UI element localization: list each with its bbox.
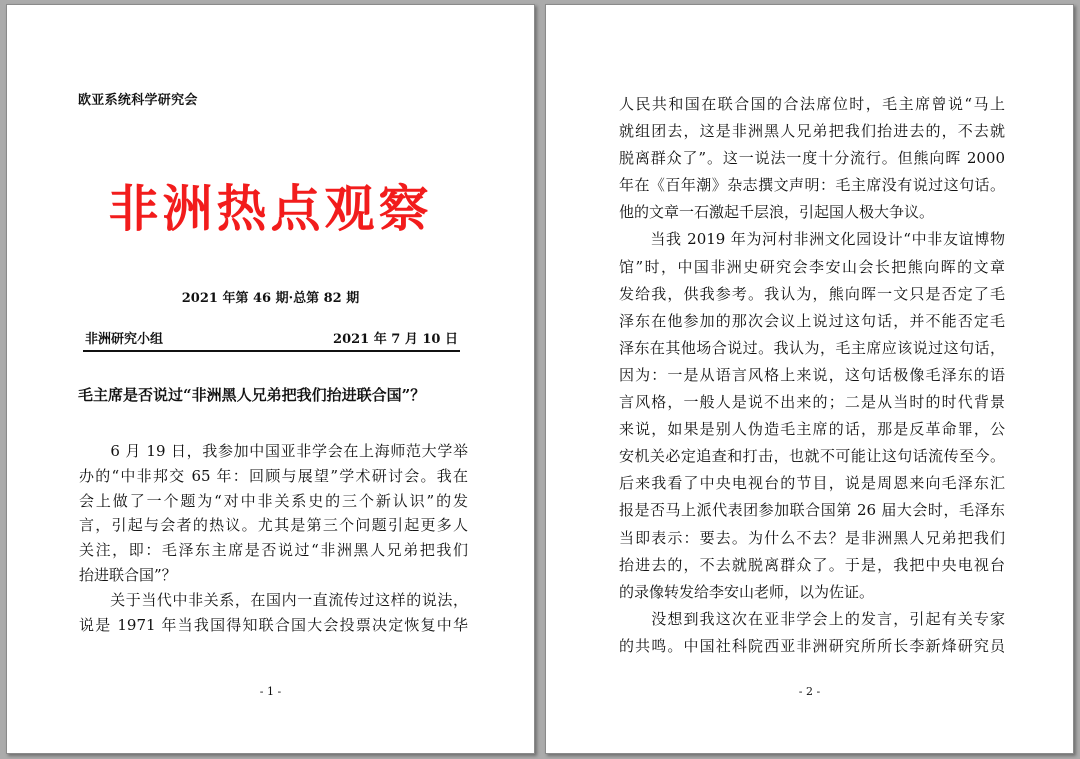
- body-text-line: 他的文章一石激起千层浪，引起国人极大争议。: [619, 203, 935, 222]
- masthead-title: 非洲热点观察: [108, 180, 433, 238]
- article-headline: 毛主席是否说过“非洲黑人兄弟把我们抬进联合国”？: [78, 386, 426, 404]
- body-text-line: 人民共和国在联合国的合法席位时，毛主席曾说“马上: [619, 95, 1005, 113]
- body-text-line: 来说，如果是别人伪造毛主席的话，那是反革命罪，公: [619, 420, 1005, 439]
- body-text-line: 馆”时，中国非洲史研究会李安山会长把熊向晖的文章: [619, 257, 1005, 276]
- body-text-line: 发给我，供我参考。我认为，熊向晖一文只是否定了毛: [619, 284, 1005, 303]
- body-text-line: 因为：一是从语言风格上来说，这句话极像毛泽东的语: [619, 365, 1005, 384]
- issue-number: 2021 年第 46 期·总第 82 期: [181, 291, 360, 306]
- body-text-line: 年在《百年潮》杂志撰文声明：毛主席没有说过这句话。: [619, 176, 1005, 195]
- document-page-2: [545, 4, 1074, 754]
- body-text-line: 说是 1971 年当我国得知联合国大会投票决定恢复中华: [79, 615, 468, 634]
- body-text-line: 就组团去，这是非洲黑人兄弟把我们抬进去的，不去就: [619, 122, 1005, 141]
- body-text-line: 脱离群众了”。这一说法一度十分流行。但熊向晖 2000: [619, 149, 1005, 168]
- publication-date: 2021 年 7 月 10 日: [333, 332, 458, 347]
- body-text-line: 言，引起与会者的热议。尤其是第三个问题引起更多人: [79, 516, 468, 535]
- article-body-page-2: [619, 91, 1005, 660]
- page-number: - 2 -: [798, 685, 821, 698]
- body-text-line: 报是否马上派代表团参加联合国第 26 届大会时，毛泽东: [619, 501, 1005, 520]
- body-text-line: 的录像转发给李安山老师，以为佐证。: [619, 582, 875, 601]
- header-divider: [83, 350, 460, 352]
- organization-name: 欧亚系统科学研究会: [78, 93, 198, 108]
- body-text-line: 关于当代中非关系，在国内一直流传过这样的说法，: [79, 590, 468, 609]
- body-text-line: 的共鸣。中国社科院西亚非洲研究所所长李新烽研究员: [619, 636, 1005, 655]
- body-text-line: 会上做了一个题为“对中非关系史的三个新认识”的发: [79, 491, 468, 510]
- research-group: 非洲研究小组: [85, 332, 164, 347]
- body-text-line: 泽东在他参加的那次会议上说过这句话，并不能否定毛: [619, 311, 1005, 330]
- body-text-line: 泽东在其他场合说过。我认为，毛主席应该说过这句话，: [619, 338, 1005, 357]
- document-page-1: [6, 4, 535, 754]
- body-text-line: 后来我看了中央电视台的节目，说是周恩来向毛泽东汇: [619, 474, 1005, 493]
- body-text-line: 关注，即：毛泽东主席是否说过“非洲黑人兄弟把我们: [79, 541, 468, 560]
- body-text-line: 抬进联合国”？: [79, 565, 177, 584]
- body-text-line: 当我 2019 年为河村非洲文化园设计“中非友谊博物: [619, 230, 1005, 249]
- body-text-line: 6 月 19 日，我参加中国亚非学会在上海师范大学举: [79, 442, 468, 460]
- page-number: - 1 -: [259, 685, 282, 698]
- body-text-line: 言风格，一般人是说不出来的；二是从当时的时代背景: [619, 393, 1005, 412]
- body-text-line: 抬进去的，不去就脱离群众了。于是，我把中央电视台: [619, 555, 1005, 574]
- body-text-line: 安机关必定追查和打击，也就不可能让这句话流传至今。: [619, 447, 1005, 466]
- body-text-line: 办的“中非邦交 65 年：回顾与展望”学术研讨会。我在: [79, 466, 468, 485]
- body-text-line: 没想到我这次在亚非学会上的发言，引起有关专家: [619, 609, 1005, 628]
- article-body-page-1: [79, 439, 468, 637]
- body-text-line: 当即表示：要去。为什么不去？是非洲黑人兄弟把我们: [619, 528, 1005, 547]
